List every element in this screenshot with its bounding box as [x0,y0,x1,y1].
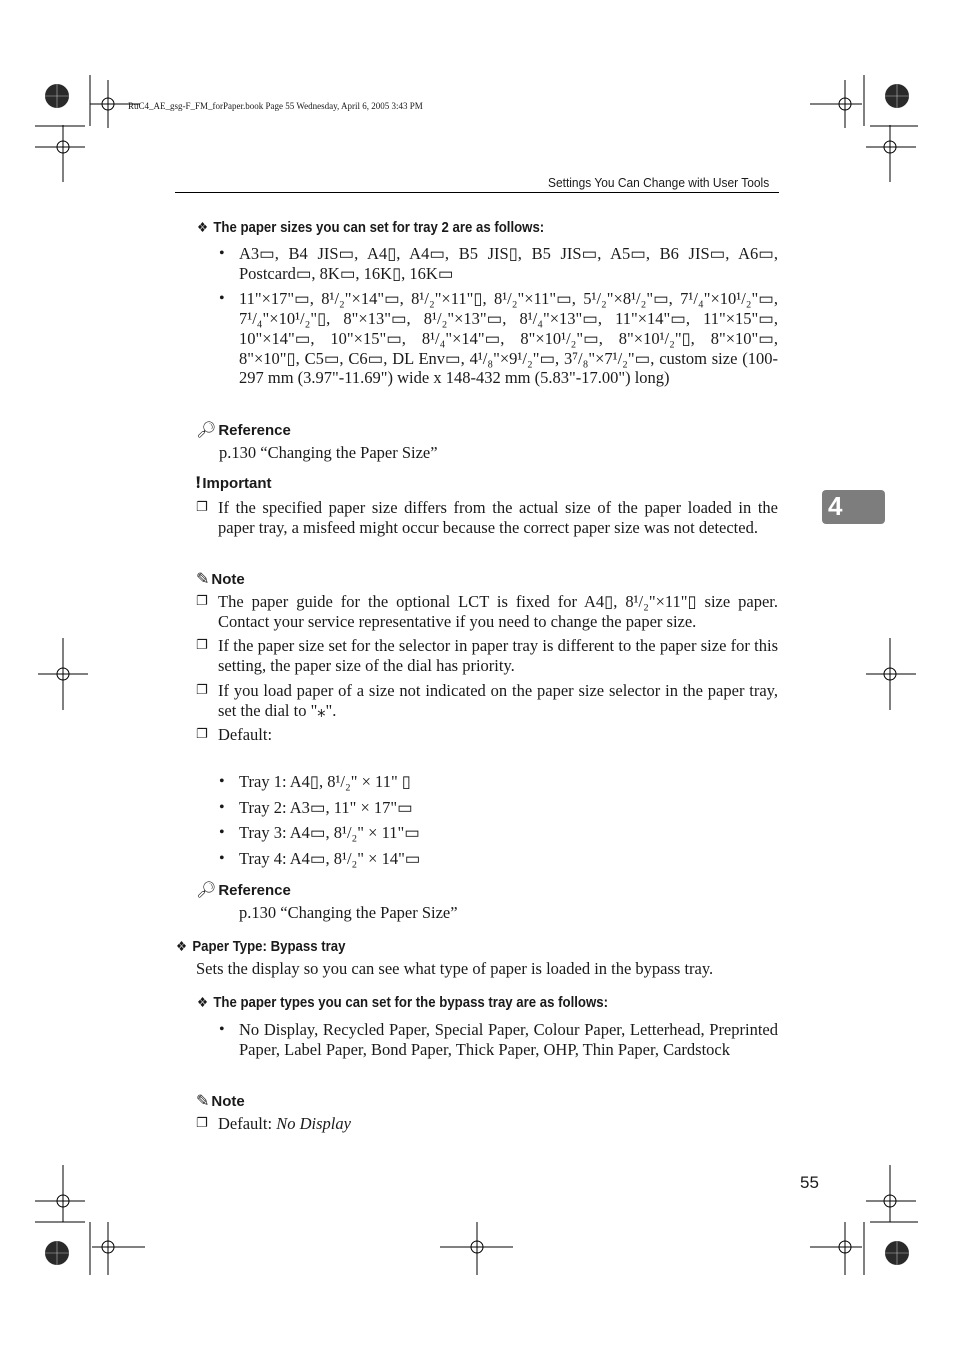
default-tray4: Tray 4: A4▭, 8¹/₂" × 14"▭ [239,849,421,869]
note-item-text: The paper guide for the optional LCT is fixed for A4▯, 8¹/₂"×11"▯ size paper. Contact your service representative if you need to change the paper size. [218,592,778,631]
note2-default-label: Default: [218,1114,273,1133]
exclamation-badge-icon: ❗︎ [196,475,201,492]
reference-label [196,420,291,440]
important-label [196,475,272,493]
list-item [196,681,778,720]
diamond-bullet-icon: ❖ [197,994,209,1010]
file-info: RuC4_AE_gsg-F_FM_forPaper.book Page 55 Wednesday, April 6, 2005 3:43 PM [128,101,423,111]
tray2-heading-text: The paper sizes you can set for tray 2 are as follows: [213,219,545,236]
list-item [196,592,778,631]
running-head: Settings You Can Change with User Tools [548,175,770,190]
list-item [219,244,778,283]
checkbox-icon: ❐ [196,1116,208,1131]
checkbox-icon: ❐ [196,682,208,698]
note-item-text: Default: [218,725,273,745]
note-item-text: If the paper size set for the selector in paper tray is different to the paper size for this setting, the paper size of the dial has priority. [218,636,778,676]
list-item [219,289,778,388]
bypass-types: No Display, Recycled Paper, Special Paper, Colour Paper, Letterhead, Preprinted Paper, Label Paper, Bond Paper, Thick Paper, OHP, Thin Paper, Cardstock [239,1020,778,1059]
checkbox-icon: ❐ [196,500,208,515]
note-label [196,569,245,589]
pencil-icon: ✎ [196,1093,210,1110]
bullet-icon: • [219,245,225,262]
bypass-sub-heading [197,994,608,1011]
bypass-heading-text: Paper Type: Bypass tray [192,938,346,955]
note-item-text: If you load paper of a size not indicated on the paper size selector in the paper tray, set the dial to "⁎". [218,680,778,720]
list-item [196,725,778,745]
bullet-icon: • [219,824,225,842]
reference-label-text: Reference [218,422,291,439]
header-rule [175,192,779,193]
bypass-heading [176,938,345,955]
bypass-description: Sets the display so you can see what type of paper is loaded in the bypass tray. [196,959,714,978]
list-item [196,498,778,537]
note-list [196,592,778,745]
list-item [219,772,619,792]
note2-default [218,1114,351,1134]
list-item [196,636,778,675]
bullet-icon: • [219,850,225,868]
page-number: 55 [800,1173,819,1192]
checkbox-icon: ❐ [196,727,208,743]
defaults-list [219,772,619,869]
important-list [196,498,778,537]
bullet-icon: • [219,798,225,816]
list-item [219,823,619,843]
list-item [219,1020,778,1059]
tray2-heading [197,219,544,236]
bullet-icon: • [219,773,225,790]
tray2-sizes-a: A3▭, B4 JIS▭, A4▯, A4▭, B5 JIS▯, B5 JIS▭, A5▭, B6 JIS▭, A6▭, Postcard▭, 8K▭, 16K▯, 16K▭ [239,244,778,283]
pencil-icon: ✎ [196,571,210,588]
note-label-text: Note [211,571,245,588]
bypass-list [219,1020,778,1059]
bullet-icon: • [219,1021,225,1038]
note2-default-value: No Display [276,1114,351,1133]
bypass-sub-heading-text: The paper types you can set for the bypass tray are as follows: [213,994,609,1011]
reference-text: p.130 “Changing the Paper Size” [219,443,438,462]
default-tray1: Tray 1: A4▯, 8¹/₂" × 11" ▯ [239,772,411,791]
diamond-bullet-icon: ❖ [197,219,209,235]
list-item [196,1114,778,1134]
note-label [196,1091,245,1111]
default-tray2: Tray 2: A3▭, 11" × 17"▭ [239,797,413,817]
important-item-text: If the specified paper size differs from the actual size of the paper loaded in the paper tray, a misfeed might occur because the correct paper size was not detected. [218,498,778,537]
default-tray3: Tray 3: A4▭, 8¹/₂" × 11"▭ [239,823,420,843]
reference-label [196,880,291,900]
note2-list [196,1114,778,1134]
list-item [219,849,619,869]
tray2-sizes-b: 11"×17"▭, 8¹/₂"×14"▭, 8¹/₂"×11"▯, 8¹/₂"×11"▭, 5¹/₂"×8¹/₂"▭, 7¹/₄"×10¹/₂"▭, 7¹/₄"×10¹/₂"▯, 8"×13"▭, 8¹/₂"×13"▭, 8¹/₄"×13"▭, 11"×14"▭, 11"×15"▭, 10"×14"▭, 10"×15"▭, 8¹/₄"×14"▭, 8"×10¹/₂"▭, 8"×10¹/₂"▯, 8"×10"▭, 8"×10"▯, C5▭, C6▭, DL Env▭, 4¹/₈"×9¹/₂"▭, 3⁷/₈"×7¹/₂"▭, custom size (100-297 mm (3.97"-11.69") wide x 148-432 mm (5.83"-17.00") long) [239,289,778,388]
important-label-text: Important [202,475,272,492]
bullet-icon: • [219,290,225,308]
tray2-bullet-list [219,244,778,388]
magnifier-icon: 🔎︎ [196,882,217,899]
magnifier-icon: 🔎︎ [196,422,217,439]
diamond-bullet-icon: ❖ [176,938,188,954]
reference-label-text: Reference [218,882,291,899]
checkbox-icon: ❐ [196,594,208,609]
reference-text: p.130 “Changing the Paper Size” [239,903,458,922]
list-item [219,798,619,818]
checkbox-icon: ❐ [196,638,208,654]
note-label-text: Note [211,1093,245,1110]
chapter-number: 4 [828,491,843,521]
